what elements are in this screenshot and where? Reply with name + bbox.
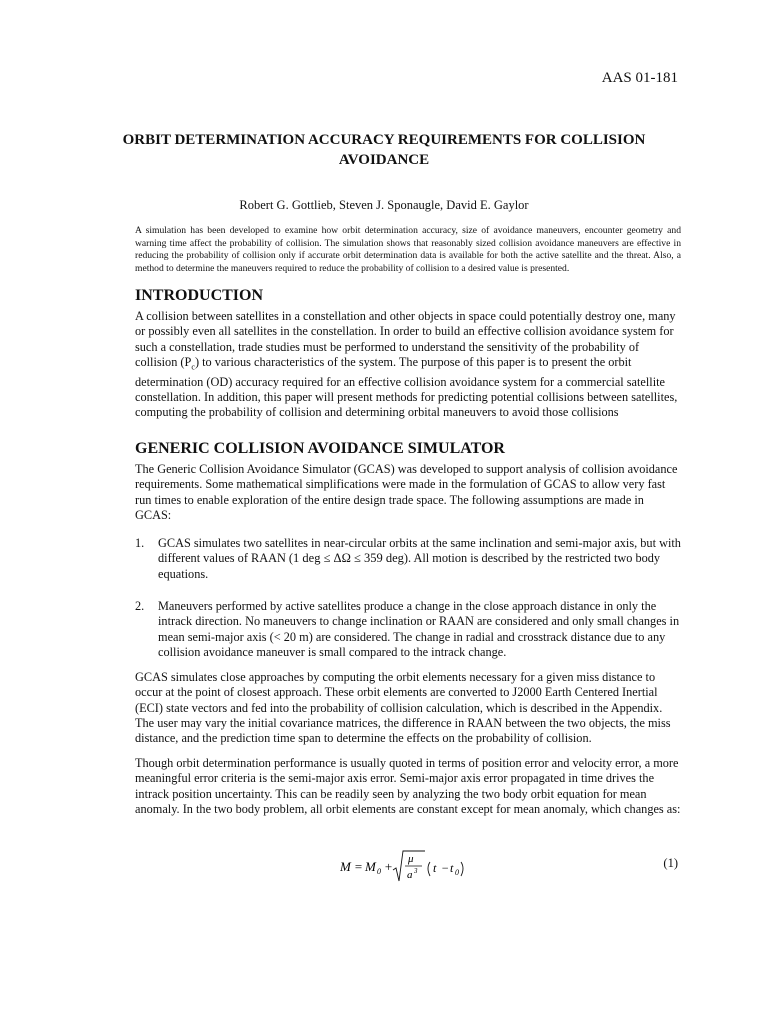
eq-equals: = [354, 859, 363, 874]
equation-svg [340, 848, 480, 884]
item-text [158, 536, 683, 582]
item-number: 2. [135, 599, 145, 613]
eq-plus: + [384, 859, 393, 874]
gcas-paragraph-3: Though orbit determination performance is usually quoted in terms of position error and velocity error, a more meaningful error criteria is the semi-major axis error. Semi-major axis error propagated in time drives the intrack position uncertainty. This can be readily seen by analyzing the two body orbit equation for mean anomaly. In the two body problem, all orbit elements are constant except for mean anomaly, which changes as: [135, 756, 681, 816]
intro-subscript: c [191, 362, 195, 372]
eq-mu: μ [408, 853, 414, 865]
item-text: Maneuvers performed by active satellites produce a change in the close approach distance in only the intrack direction. No maneuvers to change inclination or RAAN are considered and only small changes in mean semi-major axis (< 20 m) are considered. The change in radial and crosstrack distance due to any collision avoidance maneuver is small compared to the intrack change. [158, 599, 680, 659]
paren-right [461, 862, 463, 876]
item1-text-b: ). All motion is described by the restricted two body equations. [158, 551, 661, 581]
eq-m0: M [365, 859, 376, 874]
intro-text-b: ) to various characteristics of the system. The purpose of this paper is to present the orbit determination (OD) accuracy required for an effective collision avoidance system for a commercial satellite constellation. In addition, this paper will present methods for predicting potential collisions between satellites, computing the probability of collision and determining orbital maneuvers to avoid those collisions [135, 354, 678, 420]
gcas-paragraph-2: GCAS simulates close approaches by computing the orbit elements necessary for a given miss distance to occur at the point of closest approach. These orbit elements are converted to J2000 Earth Centered Inertial (ECI) state vectors and fed into the probability of collision calculation, which is described in the Appendix. The user may vary the initial covariance matrices, the difference in RAAN between the two objects, the miss distance, and the prediction time span to determine the effects on the probability of collision. [135, 670, 671, 746]
document-id: AAS 01-181 [601, 70, 678, 86]
heading-gcas: GENERIC COLLISION AVOIDANCE SIMULATOR [135, 440, 505, 457]
eq-t0-sub: 0 [455, 868, 459, 877]
gcas-paragraph-1: The Generic Collision Avoidance Simulator (GCAS) was developed to support analysis of collision avoidance requirements. Some mathematical simplifications were made in the formulation of GCAS to allow very fast run times to enable exploration of the entire design trade space. The following assumptions are made in GCAS: [135, 462, 678, 522]
intro-paragraph [135, 309, 683, 421]
equation-number: (1) [663, 856, 678, 870]
eq-a-exp: 3 [414, 867, 418, 875]
paper-title: ORBIT DETERMINATION ACCURACY REQUIREMENTS FOR COLLISION AVOIDANCE [122, 132, 646, 168]
paren-left [428, 862, 430, 876]
eq-t0: t [450, 861, 454, 875]
item1-text-a: GCAS simulates two satellites in near-circular orbits at the same inclination and semi-major axis, but with different values of RAAN ( [158, 536, 681, 566]
authors: Robert G. Gottlieb, Steven J. Sponaugle, David E. Gaylor [239, 198, 529, 212]
abstract: A simulation has been developed to examine how orbit determination accuracy, size of avoidance maneuvers, encounter geometry and warning time affect the probability of collision. The simulation shows that reasonably sized collision avoidance maneuvers are effective in reducing the probability of collision only if accurate orbit determination data is available for both the active satellite and the threat. Also, a method to determine the maneuvers required to reduce the probability of collision to a desired value is presented. [135, 225, 681, 274]
eq-lhs: M [340, 859, 351, 874]
item1-math: 1 deg ≤ ΔΩ ≤ 359 deg [293, 551, 404, 566]
eq-a: a [407, 869, 413, 881]
eq-m0-sub: 0 [377, 867, 381, 876]
item-number: 1. [135, 536, 145, 550]
equation-1 [340, 848, 480, 888]
intro-text-a: A collision between satellites in a constellation and other objects in space could potentially destroy one, many or possibly even all satellites in the constellation. In order to build an effective collision avoidance system for such a constellation, trade studies must be performed to understand the sensitivity of the probability of collision (P [135, 309, 676, 369]
eq-minus: − [441, 861, 450, 875]
eq-t: t [433, 861, 437, 875]
heading-introduction: INTRODUCTION [135, 287, 264, 304]
